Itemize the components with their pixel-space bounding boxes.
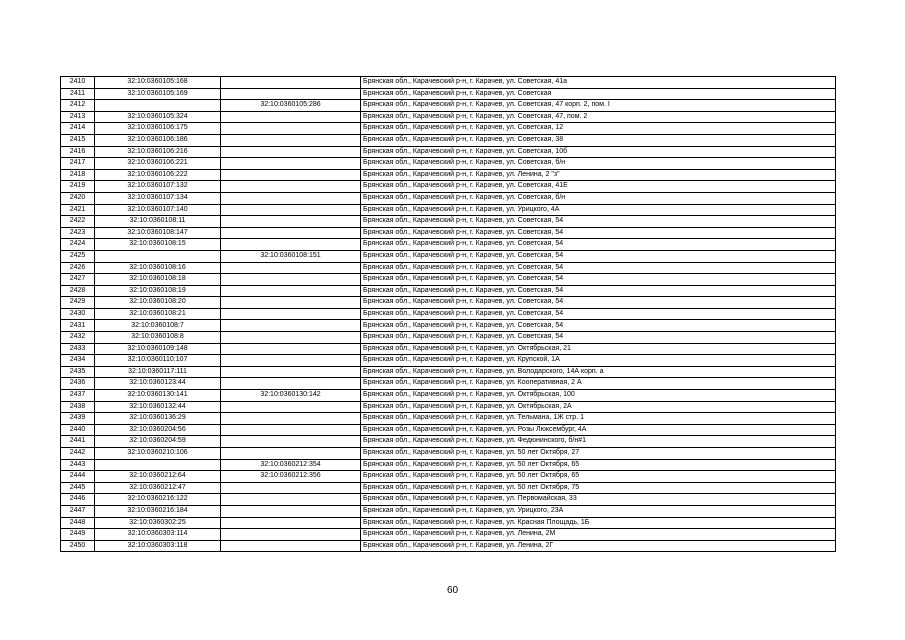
row-number-cell: 2415 — [61, 134, 95, 146]
cadastral-number-cell: 32:10:0360108:15 — [95, 239, 221, 251]
row-number-cell: 2441 — [61, 436, 95, 448]
address-cell: Брянская обл., Карачевский р-н, г. Карачев, ул. Советская, 12 — [361, 123, 836, 135]
address-cell: Брянская обл., Карачевский р-н, г. Карачев, ул. Советская, 54 — [361, 227, 836, 239]
table-row — [61, 169, 836, 181]
address-cell: Брянская обл., Карачевский р-н, г. Карачев, ул. Федюнинского, б/н#1 — [361, 436, 836, 448]
building-cadastral-number-cell — [221, 146, 361, 158]
building-cadastral-number-cell — [221, 355, 361, 367]
table-row — [61, 123, 836, 135]
cadastral-number-cell: 32:10:0360107:140 — [95, 204, 221, 216]
address-cell: Брянская обл., Карачевский р-н, г. Карачев, ул. Ленина, 2 "з" — [361, 169, 836, 181]
table-row — [61, 100, 836, 112]
row-number-cell: 2439 — [61, 413, 95, 425]
table-row — [61, 413, 836, 425]
row-number-cell: 2444 — [61, 471, 95, 483]
table-row — [61, 239, 836, 251]
cadastral-number-cell: 32:10:0360108:20 — [95, 297, 221, 309]
row-number-cell: 2450 — [61, 540, 95, 552]
address-cell: Брянская обл., Карачевский р-н, г. Карачев, ул. Урицкого, 23А — [361, 505, 836, 517]
address-cell: Брянская обл., Карачевский р-н, г. Карачев, ул. Володарского, 14А корп. а — [361, 366, 836, 378]
building-cadastral-number-cell — [221, 343, 361, 355]
row-number-cell: 2440 — [61, 424, 95, 436]
building-cadastral-number-cell — [221, 505, 361, 517]
table-row — [61, 297, 836, 309]
registry-table-body — [61, 77, 836, 552]
table-row — [61, 540, 836, 552]
address-cell: Брянская обл., Карачевский р-н, г. Карачев, ул. Урицкого, 4А — [361, 204, 836, 216]
table-row — [61, 517, 836, 529]
address-cell: Брянская обл., Карачевский р-н, г. Карачев, ул. Советская, 54 — [361, 308, 836, 320]
building-cadastral-number-cell — [221, 181, 361, 193]
address-cell: Брянская обл., Карачевский р-н, г. Карачев, ул. 50 лет Октября, 65 — [361, 459, 836, 471]
cadastral-number-cell: 32:10:0360105:169 — [95, 88, 221, 100]
cadastral-number-cell: 32:10:0360204:59 — [95, 436, 221, 448]
building-cadastral-number-cell — [221, 320, 361, 332]
row-number-cell: 2445 — [61, 482, 95, 494]
address-cell: Брянская обл., Карачевский р-н, г. Карачев, ул. Первомайская, 33 — [361, 494, 836, 506]
cadastral-number-cell: 32:10:0360109:148 — [95, 343, 221, 355]
address-cell: Брянская обл., Карачевский р-н, г. Карачев, ул. Советская, 54 — [361, 216, 836, 228]
cadastral-number-cell: 32:10:0360210:106 — [95, 448, 221, 460]
address-cell: Брянская обл., Карачевский р-н, г. Карачев, ул. Советская, б/н — [361, 158, 836, 170]
address-cell: Брянская обл., Карачевский р-н, г. Карачев, ул. Советская, 38 — [361, 134, 836, 146]
building-cadastral-number-cell — [221, 540, 361, 552]
address-cell: Брянская обл., Карачевский р-н, г. Карачев, ул. Советская, 41Е — [361, 181, 836, 193]
row-number-cell: 2414 — [61, 123, 95, 135]
table-row — [61, 111, 836, 123]
table-row — [61, 436, 836, 448]
row-number-cell: 2448 — [61, 517, 95, 529]
address-cell: Брянская обл., Карачевский р-н, г. Карачев, ул. Октябрьская, 21 — [361, 343, 836, 355]
cadastral-number-cell: 32:10:0360130:141 — [95, 390, 221, 402]
building-cadastral-number-cell — [221, 227, 361, 239]
row-number-cell: 2437 — [61, 390, 95, 402]
row-number-cell: 2418 — [61, 169, 95, 181]
building-cadastral-number-cell — [221, 204, 361, 216]
table-row — [61, 355, 836, 367]
table-row — [61, 378, 836, 390]
row-number-cell: 2449 — [61, 529, 95, 541]
page-number: 60 — [446, 585, 459, 596]
building-cadastral-number-cell: 32:10:0360108:151 — [221, 250, 361, 262]
table-row — [61, 320, 836, 332]
cadastral-number-cell: 32:10:0360108:18 — [95, 274, 221, 286]
cadastral-number-cell — [95, 250, 221, 262]
building-cadastral-number-cell — [221, 448, 361, 460]
cadastral-number-cell: 32:10:0360108:8 — [95, 332, 221, 344]
table-row — [61, 262, 836, 274]
address-cell: Брянская обл., Карачевский р-н, г. Карачев, ул. Советская, 54 — [361, 297, 836, 309]
building-cadastral-number-cell — [221, 134, 361, 146]
row-number-cell: 2425 — [61, 250, 95, 262]
cadastral-number-cell: 32:10:0360303:114 — [95, 529, 221, 541]
building-cadastral-number-cell — [221, 111, 361, 123]
table-row — [61, 401, 836, 413]
address-cell: Брянская обл., Карачевский р-н, г. Карачев, ул. Советская, 54 — [361, 274, 836, 286]
building-cadastral-number-cell — [221, 424, 361, 436]
row-number-cell: 2411 — [61, 88, 95, 100]
row-number-cell: 2422 — [61, 216, 95, 228]
building-cadastral-number-cell — [221, 158, 361, 170]
table-row — [61, 158, 836, 170]
cadastral-number-cell: 32:10:0360108:11 — [95, 216, 221, 228]
address-cell: Брянская обл., Карачевский р-н, г. Карачев, ул. Советская — [361, 88, 836, 100]
address-cell: Брянская обл., Карачевский р-н, г. Карачев, ул. Крупской, 1А — [361, 355, 836, 367]
table-row — [61, 471, 836, 483]
cadastral-number-cell: 32:10:0360106:222 — [95, 169, 221, 181]
address-cell: Брянская обл., Карачевский р-н, г. Карачев, ул. Советская, 54 — [361, 239, 836, 251]
building-cadastral-number-cell — [221, 494, 361, 506]
building-cadastral-number-cell — [221, 192, 361, 204]
building-cadastral-number-cell — [221, 308, 361, 320]
cadastral-number-cell: 32:10:0360117:111 — [95, 366, 221, 378]
address-cell: Брянская обл., Карачевский р-н, г. Карачев, ул. Советская, 47 корп. 2, пом. I — [361, 100, 836, 112]
address-cell: Брянская обл., Карачевский р-н, г. Карачев, ул. Советская, 54 — [361, 320, 836, 332]
row-number-cell: 2446 — [61, 494, 95, 506]
address-cell: Брянская обл., Карачевский р-н, г. Карачев, ул. Розы Люксембург, 4А — [361, 424, 836, 436]
row-number-cell: 2432 — [61, 332, 95, 344]
row-number-cell: 2419 — [61, 181, 95, 193]
cadastral-number-cell: 32:10:0360106:175 — [95, 123, 221, 135]
building-cadastral-number-cell — [221, 436, 361, 448]
address-cell: Брянская обл., Карачевский р-н, г. Карачев, ул. Советская, 54 — [361, 262, 836, 274]
cadastral-number-cell: 32:10:0360216:122 — [95, 494, 221, 506]
table-row — [61, 216, 836, 228]
cadastral-number-cell: 32:10:0360216:184 — [95, 505, 221, 517]
building-cadastral-number-cell — [221, 169, 361, 181]
building-cadastral-number-cell — [221, 88, 361, 100]
building-cadastral-number-cell — [221, 517, 361, 529]
row-number-cell: 2431 — [61, 320, 95, 332]
table-row — [61, 448, 836, 460]
row-number-cell: 2436 — [61, 378, 95, 390]
row-number-cell: 2421 — [61, 204, 95, 216]
row-number-cell: 2434 — [61, 355, 95, 367]
address-cell: Брянская обл., Карачевский р-н, г. Карачев, ул. Кооперативная, 2 А — [361, 378, 836, 390]
address-cell: Брянская обл., Карачевский р-н, г. Карачев, ул. Советская, 47, пом. 2 — [361, 111, 836, 123]
building-cadastral-number-cell — [221, 297, 361, 309]
cadastral-number-cell: 32:10:0360105:168 — [95, 77, 221, 89]
building-cadastral-number-cell — [221, 413, 361, 425]
address-cell: Брянская обл., Карачевский р-н, г. Карачев, ул. Советская, 10б — [361, 146, 836, 158]
table-row — [61, 227, 836, 239]
address-cell: Брянская обл., Карачевский р-н, г. Карачев, ул. Советская, 54 — [361, 285, 836, 297]
table-row — [61, 250, 836, 262]
row-number-cell: 2424 — [61, 239, 95, 251]
row-number-cell: 2426 — [61, 262, 95, 274]
row-number-cell: 2447 — [61, 505, 95, 517]
cadastral-number-cell: 32:10:0360107:134 — [95, 192, 221, 204]
cadastral-number-cell: 32:10:0360108:7 — [95, 320, 221, 332]
cadastral-number-cell: 32:10:0360212:64 — [95, 471, 221, 483]
cadastral-number-cell: 32:10:0360212:47 — [95, 482, 221, 494]
row-number-cell: 2417 — [61, 158, 95, 170]
row-number-cell: 2442 — [61, 448, 95, 460]
table-row — [61, 77, 836, 89]
address-cell: Брянская обл., Карачевский р-н, г. Карачев, ул. 50 лет Октября, 75 — [361, 482, 836, 494]
row-number-cell: 2413 — [61, 111, 95, 123]
address-cell: Брянская обл., Карачевский р-н, г. Карачев, ул. 50 лет Октября, 27 — [361, 448, 836, 460]
building-cadastral-number-cell: 32:10:0360212:354 — [221, 459, 361, 471]
building-cadastral-number-cell: 32:10:0360212:356 — [221, 471, 361, 483]
cadastral-number-cell: 32:10:0360106:186 — [95, 134, 221, 146]
table-row — [61, 343, 836, 355]
row-number-cell: 2412 — [61, 100, 95, 112]
table-row — [61, 134, 836, 146]
building-cadastral-number-cell — [221, 216, 361, 228]
cadastral-number-cell: 32:10:0360107:132 — [95, 181, 221, 193]
table-row — [61, 494, 836, 506]
cadastral-number-cell: 32:10:0360106:221 — [95, 158, 221, 170]
table-row — [61, 146, 836, 158]
address-cell: Брянская обл., Карачевский р-н, г. Карачев, ул. Октябрьская, 2А — [361, 401, 836, 413]
table-row — [61, 88, 836, 100]
table-row — [61, 482, 836, 494]
table-row — [61, 192, 836, 204]
cadastral-number-cell: 32:10:0360204:56 — [95, 424, 221, 436]
cadastral-number-cell: 32:10:0360302:25 — [95, 517, 221, 529]
building-cadastral-number-cell — [221, 285, 361, 297]
building-cadastral-number-cell: 32:10:0360130:142 — [221, 390, 361, 402]
cadastral-number-cell: 32:10:0360108:19 — [95, 285, 221, 297]
address-cell: Брянская обл., Карачевский р-н, г. Карачев, ул. Тельмана, 1Ж стр. 1 — [361, 413, 836, 425]
address-cell: Брянская обл., Карачевский р-н, г. Карачев, ул. Октябрьская, 100 — [361, 390, 836, 402]
cadastral-number-cell: 32:10:0360108:147 — [95, 227, 221, 239]
cadastral-number-cell: 32:10:0360132:44 — [95, 401, 221, 413]
building-cadastral-number-cell: 32:10:0360105:286 — [221, 100, 361, 112]
cadastral-number-cell: 32:10:0360108:21 — [95, 308, 221, 320]
table-row — [61, 274, 836, 286]
row-number-cell: 2430 — [61, 308, 95, 320]
building-cadastral-number-cell — [221, 482, 361, 494]
address-cell: Брянская обл., Карачевский р-н, г. Карачев, ул. Советская, б/н — [361, 192, 836, 204]
table-row — [61, 505, 836, 517]
row-number-cell: 2428 — [61, 285, 95, 297]
table-row — [61, 204, 836, 216]
table-row — [61, 332, 836, 344]
address-cell: Брянская обл., Карачевский р-н, г. Карачев, ул. 50 лет Октября, 65 — [361, 471, 836, 483]
address-cell: Брянская обл., Карачевский р-н, г. Карачев, ул. Советская, 41а — [361, 77, 836, 89]
cadastral-number-cell: 32:10:0360136:29 — [95, 413, 221, 425]
building-cadastral-number-cell — [221, 239, 361, 251]
row-number-cell: 2420 — [61, 192, 95, 204]
row-number-cell: 2423 — [61, 227, 95, 239]
table-row — [61, 424, 836, 436]
row-number-cell: 2438 — [61, 401, 95, 413]
building-cadastral-number-cell — [221, 529, 361, 541]
address-cell: Брянская обл., Карачевский р-н, г. Карачев, ул. Ленина, 2М — [361, 529, 836, 541]
cadastral-number-cell: 32:10:0360303:118 — [95, 540, 221, 552]
table-row — [61, 529, 836, 541]
building-cadastral-number-cell — [221, 366, 361, 378]
row-number-cell: 2429 — [61, 297, 95, 309]
building-cadastral-number-cell — [221, 274, 361, 286]
building-cadastral-number-cell — [221, 332, 361, 344]
cadastral-number-cell — [95, 459, 221, 471]
address-cell: Брянская обл., Карачевский р-н, г. Карачев, ул. Советская, 54 — [361, 332, 836, 344]
table-row — [61, 366, 836, 378]
table-row — [61, 181, 836, 193]
row-number-cell: 2410 — [61, 77, 95, 89]
address-cell: Брянская обл., Карачевский р-н, г. Карачев, ул. Советская, 54 — [361, 250, 836, 262]
address-cell: Брянская обл., Карачевский р-н, г. Карачев, ул. Ленина, 2Г — [361, 540, 836, 552]
address-cell: Брянская обл., Карачевский р-н, г. Карачев, ул. Красная Площадь, 1Б — [361, 517, 836, 529]
cadastral-number-cell: 32:10:0360106:216 — [95, 146, 221, 158]
row-number-cell: 2433 — [61, 343, 95, 355]
cadastral-number-cell: 32:10:0360110:107 — [95, 355, 221, 367]
cadastral-number-cell: 32:10:0360108:16 — [95, 262, 221, 274]
building-cadastral-number-cell — [221, 123, 361, 135]
cadastral-number-cell — [95, 100, 221, 112]
row-number-cell: 2435 — [61, 366, 95, 378]
row-number-cell: 2416 — [61, 146, 95, 158]
building-cadastral-number-cell — [221, 401, 361, 413]
row-number-cell: 2427 — [61, 274, 95, 286]
row-number-cell: 2443 — [61, 459, 95, 471]
table-row — [61, 285, 836, 297]
table-row — [61, 459, 836, 471]
building-cadastral-number-cell — [221, 378, 361, 390]
cadastral-number-cell: 32:10:0360105:324 — [95, 111, 221, 123]
building-cadastral-number-cell — [221, 262, 361, 274]
cadastral-number-cell: 32:10:0360123:44 — [95, 378, 221, 390]
table-row — [61, 308, 836, 320]
registry-table — [60, 76, 836, 552]
table-row — [61, 390, 836, 402]
building-cadastral-number-cell — [221, 77, 361, 89]
